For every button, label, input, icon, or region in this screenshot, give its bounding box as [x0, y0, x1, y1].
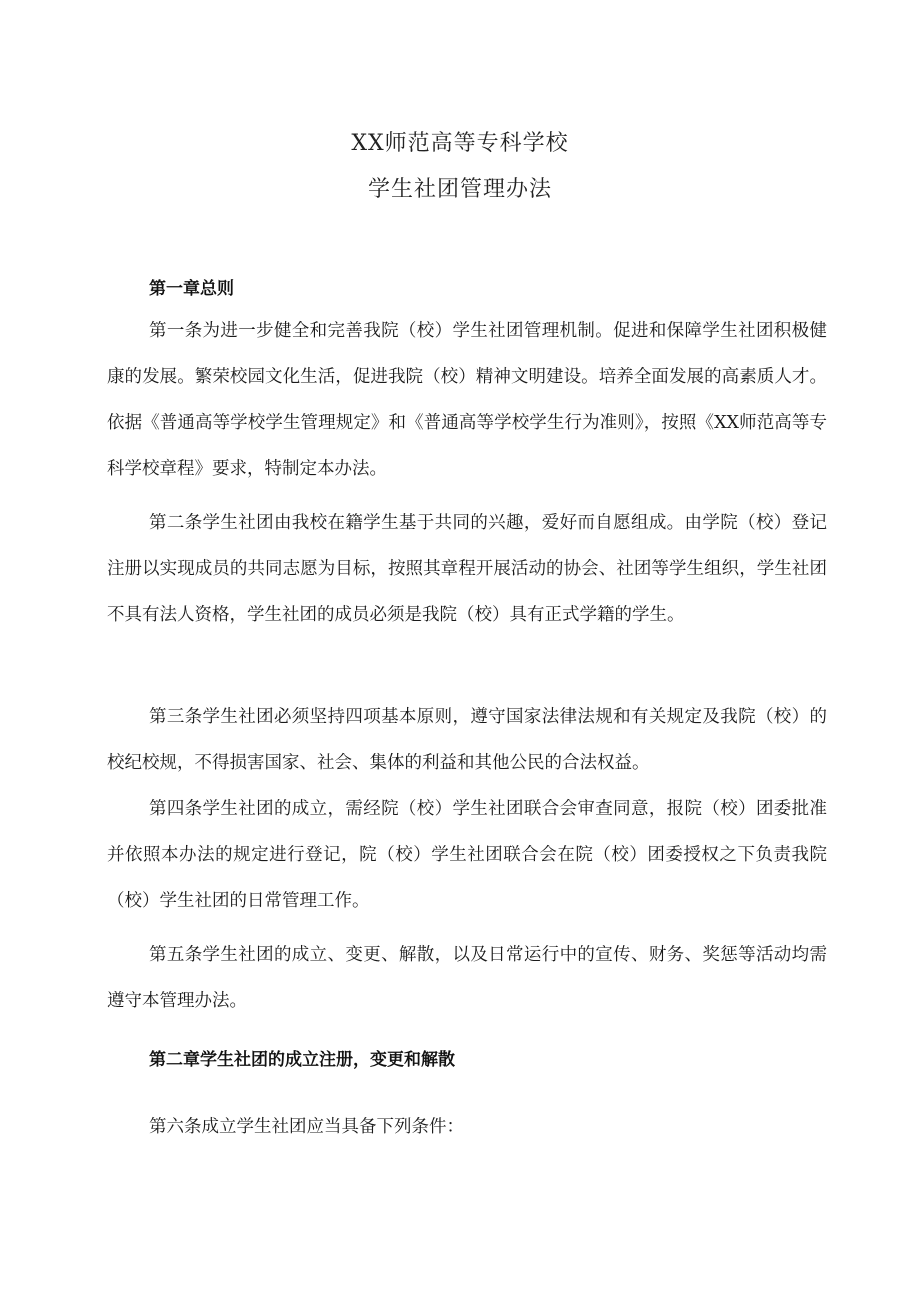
article-3: 第三条学生社团必须坚持四项基本原则，遵守国家法律法规和有关规定及我院（校）的校纪校规，不得损害国家、社会、集体的利益和其他公民的合法权益。 — [107, 707, 827, 773]
chapter-1-heading: 第一章总则 — [149, 279, 234, 299]
article-6: 第六条成立学生社团应当具备下列条件： — [149, 1117, 464, 1137]
article-5: 第五条学生社团的成立、变更、解散，以及日常运行中的宣传、财务、奖惩等活动均需遵守本管理办法。 — [107, 945, 827, 1011]
document-title-school: XX师范高等专科学校 — [351, 131, 569, 156]
chapter-2-heading: 第二章学生社团的成立注册，变更和解散 — [149, 1050, 455, 1070]
article-4: 第四条学生社团的成立，需经院（校）学生社团联合会审查同意，报院（校）团委批准并依照本办法的规定进行登记，院（校）学生社团联合会在院（校）团委授权之下负责我院（校）学生社团的日常管理工作。 — [107, 799, 827, 911]
article-1: 第一条为进一步健全和完善我院（校）学生社团管理机制。促进和保障学生社团积极健康的发展。繁荣校园文化生活，促进我院（校）精神文明建设。培养全面发展的高素质人才。依据《普通高等学校学生管理规定》和《普通高等学校学生行为准则》，按照《XX师范高等专科学校章程》要求，特制定本办法。 — [107, 321, 827, 479]
article-2: 第二条学生社团由我校在籍学生基于共同的兴趣，爱好而自愿组成。由学院（校）登记注册以实现成员的共同志愿为目标，按照其章程开展活动的协会、社团等学生组织，学生社团不具有法人资格，学生社团的成员必须是我院（校）具有正式学籍的学生。 — [107, 513, 827, 625]
document-title-regulation: 学生社团管理办法 — [367, 177, 552, 202]
